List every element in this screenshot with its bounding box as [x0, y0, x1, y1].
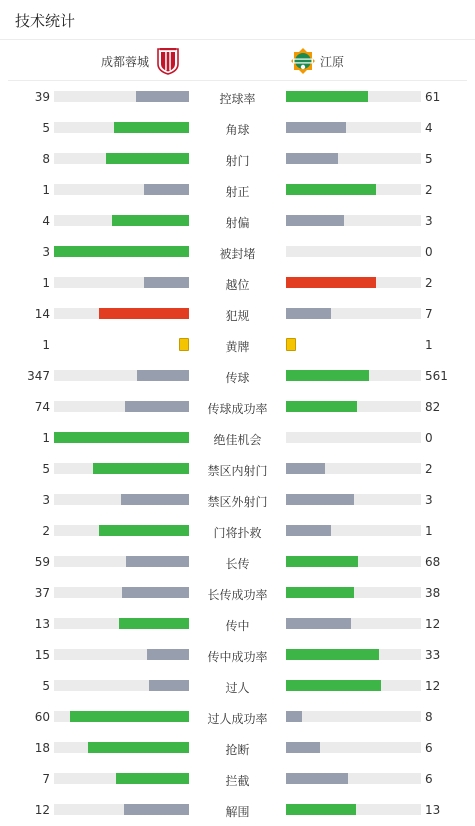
away-stat-bar-track [286, 804, 421, 815]
away-stat-bar-track [286, 618, 421, 629]
stat-row [0, 732, 475, 763]
away-stat-value: 2 [425, 462, 433, 476]
home-stat-bar-fill [137, 370, 189, 381]
stat-label: 长传成功率 [207, 588, 268, 602]
away-stat-value: 33 [425, 648, 441, 662]
home-stat-bar-fill [125, 401, 189, 412]
away-stat-value: 1 [425, 338, 433, 352]
home-stat-bar-fill [116, 773, 189, 784]
stat-label: 角球 [225, 123, 250, 137]
away-stat-bar-track [286, 463, 421, 474]
stat-label: 禁区外射门 [207, 495, 268, 509]
stat-label: 绝佳机会 [213, 433, 262, 447]
home-stat-bar-fill [54, 246, 189, 257]
home-stat-bar-track [54, 463, 189, 474]
home-stat-value: 3 [42, 493, 50, 507]
away-stat-bar-track [286, 215, 421, 226]
home-stat-bar-track [54, 91, 189, 102]
stat-label: 拦截 [225, 774, 250, 788]
stat-row [0, 174, 475, 205]
stat-label: 射正 [225, 185, 250, 199]
home-stat-bar-track [54, 246, 189, 257]
home-stat-bar-fill [147, 649, 189, 660]
home-team-name: 成都蓉城 [100, 54, 149, 69]
home-stat-bar-fill [93, 463, 189, 474]
home-stat-value: 2 [42, 524, 50, 538]
stat-row [0, 112, 475, 143]
away-stat-value: 6 [425, 772, 433, 786]
home-stat-bar-track [54, 122, 189, 133]
home-stat-value: 60 [34, 710, 50, 724]
home-stat-value: 12 [34, 803, 50, 817]
stat-label: 过人 [225, 681, 250, 695]
home-stat-value: 37 [34, 586, 50, 600]
stat-label: 长传 [225, 557, 250, 571]
away-stat-value: 0 [425, 431, 433, 445]
home-stat-value: 14 [34, 307, 50, 321]
away-stat-bar-track [286, 277, 421, 288]
away-stat-bar-track [286, 680, 421, 691]
away-stat-bar-track [286, 556, 421, 567]
home-stat-bar-fill [149, 680, 189, 691]
stat-label: 禁区内射门 [207, 464, 268, 478]
away-stat-value: 38 [425, 586, 441, 600]
home-stat-bar-fill [88, 742, 189, 753]
home-stat-bar-track [54, 649, 189, 660]
stat-row [0, 422, 475, 453]
away-stat-bar-fill [286, 494, 354, 505]
away-stat-bar-track [286, 742, 421, 753]
away-stat-value: 3 [425, 214, 433, 228]
home-stat-bar-fill [112, 215, 189, 226]
home-stat-value: 5 [42, 121, 50, 135]
away-stat-bar-track [286, 370, 421, 381]
page-title [0, 0, 475, 40]
home-stat-bar-fill [99, 525, 189, 536]
home-stat-bar-track [54, 370, 189, 381]
stat-label: 被封堵 [219, 247, 256, 261]
gangwon-fc-crest-icon [290, 47, 316, 75]
away-stat-bar-track [286, 91, 421, 102]
stat-row [0, 391, 475, 422]
away-stat-bar-fill [286, 587, 354, 598]
stat-row [0, 515, 475, 546]
home-stat-bar-fill [136, 91, 189, 102]
home-stat-value: 1 [42, 276, 50, 290]
stat-row [0, 608, 475, 639]
away-stat-bar-fill [286, 153, 338, 164]
home-stat-bar-track [54, 742, 189, 753]
home-stat-value: 15 [34, 648, 50, 662]
away-stat-bar-track [286, 184, 421, 195]
stat-row [0, 329, 475, 360]
home-stat-bar-track [54, 680, 189, 691]
home-stat-bar-track [54, 184, 189, 195]
home-stat-value: 8 [42, 152, 50, 166]
page-title-text: 技术统计 [15, 12, 76, 30]
away-stat-bar-fill [286, 618, 351, 629]
home-stat-bar-fill [144, 277, 189, 288]
stats-table [0, 81, 475, 825]
away-stat-bar-fill [286, 277, 376, 288]
away-team-name: 江原 [320, 54, 345, 69]
home-stat-bar-track [54, 215, 189, 226]
stat-label: 解围 [225, 805, 250, 819]
away-stat-bar-fill [286, 463, 325, 474]
home-stat-value: 18 [34, 741, 50, 755]
stat-label: 传球成功率 [207, 402, 268, 416]
stat-label: 犯规 [225, 309, 250, 323]
stat-row [0, 236, 475, 267]
away-stat-bar-fill [286, 649, 379, 660]
home-stat-bar-fill [99, 308, 189, 319]
home-stat-bar-track [54, 587, 189, 598]
home-stat-value: 74 [34, 400, 50, 414]
home-stat-value: 1 [42, 183, 50, 197]
away-stat-bar-track [286, 308, 421, 319]
home-stat-value: 7 [42, 772, 50, 786]
home-stat-bar-track [54, 556, 189, 567]
away-stat-value: 1 [425, 524, 433, 538]
home-stat-bar-fill [124, 804, 189, 815]
stat-row [0, 546, 475, 577]
away-stat-bar-fill [286, 680, 381, 691]
home-stat-value: 5 [42, 462, 50, 476]
away-stat-bar-track [286, 773, 421, 784]
away-stat-bar-fill [286, 773, 348, 784]
stat-label: 过人成功率 [207, 712, 268, 726]
home-stat-bar-track [54, 773, 189, 784]
away-stat-bar-fill [286, 711, 302, 722]
away-stat-bar-fill [286, 308, 331, 319]
away-stat-value: 61 [425, 90, 441, 104]
home-stat-value: 5 [42, 679, 50, 693]
home-stat-bar-fill [144, 184, 189, 195]
away-stat-value: 561 [425, 369, 448, 383]
stat-label: 射偏 [225, 216, 250, 230]
stat-label: 传球 [225, 371, 250, 385]
stat-label: 黄牌 [225, 340, 250, 354]
home-stat-bar-fill [70, 711, 189, 722]
away-stat-bar-track [286, 525, 421, 536]
stat-row [0, 670, 475, 701]
home-stat-value: 13 [34, 617, 50, 631]
away-stat-bar-track [286, 122, 421, 133]
away-stat-value: 2 [425, 276, 433, 290]
home-stat-bar-fill [54, 432, 189, 443]
home-stat-value: 59 [34, 555, 50, 569]
home-stat-bar-fill [122, 587, 189, 598]
home-stat-bar-track [54, 804, 189, 815]
away-stat-bar-fill [286, 370, 369, 381]
away-stat-value: 7 [425, 307, 433, 321]
away-yellow-card-icon [286, 338, 296, 351]
home-stat-bar-track [54, 308, 189, 319]
stat-row [0, 639, 475, 670]
stat-label: 传中成功率 [207, 650, 268, 664]
stat-row [0, 143, 475, 174]
away-stat-value: 6 [425, 741, 433, 755]
away-stat-bar-track [286, 587, 421, 598]
stat-row [0, 453, 475, 484]
away-stat-value: 3 [425, 493, 433, 507]
away-stat-bar-fill [286, 184, 376, 195]
away-stat-bar-track [286, 246, 421, 257]
away-stat-bar-track [286, 649, 421, 660]
stat-row [0, 701, 475, 732]
away-stat-bar-fill [286, 122, 346, 133]
away-stat-value: 68 [425, 555, 441, 569]
away-stat-bar-track [286, 711, 421, 722]
away-team[interactable] [290, 47, 344, 75]
home-stat-value: 347 [27, 369, 50, 383]
away-stat-bar-fill [286, 742, 320, 753]
stat-row [0, 360, 475, 391]
away-stat-bar-fill [286, 804, 356, 815]
away-stat-bar-track [286, 401, 421, 412]
away-stat-bar-fill [286, 556, 358, 567]
home-stat-bar-fill [106, 153, 189, 164]
away-stat-value: 4 [425, 121, 433, 135]
stat-row [0, 763, 475, 794]
stat-label: 越位 [225, 278, 250, 292]
chengdu-rongcheng-crest-icon [155, 47, 181, 75]
stat-row [0, 205, 475, 236]
stat-row [0, 484, 475, 515]
home-stat-value: 1 [42, 338, 50, 352]
away-stat-value: 12 [425, 679, 441, 693]
stat-row [0, 794, 475, 825]
away-stat-value: 82 [425, 400, 441, 414]
away-stat-value: 13 [425, 803, 441, 817]
home-stat-bar-track [54, 618, 189, 629]
away-stat-bar-fill [286, 401, 357, 412]
home-stat-bar-track [54, 711, 189, 722]
home-stat-bar-fill [121, 494, 189, 505]
home-stat-bar-track [54, 432, 189, 443]
home-stat-bar-track [54, 494, 189, 505]
stat-row [0, 81, 475, 112]
home-yellow-card-icon [179, 338, 189, 351]
away-stat-value: 0 [425, 245, 433, 259]
stat-row [0, 298, 475, 329]
home-stat-bar-track [54, 401, 189, 412]
away-stat-bar-fill [286, 525, 331, 536]
stat-label: 门将扑救 [213, 526, 262, 540]
stat-label: 控球率 [219, 92, 256, 106]
home-stat-bar-track [54, 153, 189, 164]
home-stat-bar-track [54, 525, 189, 536]
home-stat-value: 4 [42, 214, 50, 228]
stat-row [0, 267, 475, 298]
home-team[interactable] [101, 47, 181, 75]
home-stat-bar-fill [114, 122, 189, 133]
away-stat-bar-track [286, 432, 421, 443]
home-stat-bar-track [54, 277, 189, 288]
away-stat-value: 2 [425, 183, 433, 197]
home-stat-bar-fill [119, 618, 189, 629]
away-stat-bar-track [286, 153, 421, 164]
away-stat-value: 5 [425, 152, 433, 166]
home-stat-bar-fill [126, 556, 189, 567]
home-stat-value: 1 [42, 431, 50, 445]
away-stat-bar-track [286, 494, 421, 505]
teams-header [8, 40, 467, 81]
home-stat-value: 39 [34, 90, 50, 104]
stat-label: 射门 [225, 154, 250, 168]
stat-label: 传中 [225, 619, 250, 633]
away-stat-value: 12 [425, 617, 441, 631]
away-stat-bar-fill [286, 91, 368, 102]
stat-label: 抢断 [225, 743, 250, 757]
away-stat-value: 8 [425, 710, 433, 724]
away-stat-bar-fill [286, 215, 344, 226]
stat-row [0, 577, 475, 608]
home-stat-value: 3 [42, 245, 50, 259]
